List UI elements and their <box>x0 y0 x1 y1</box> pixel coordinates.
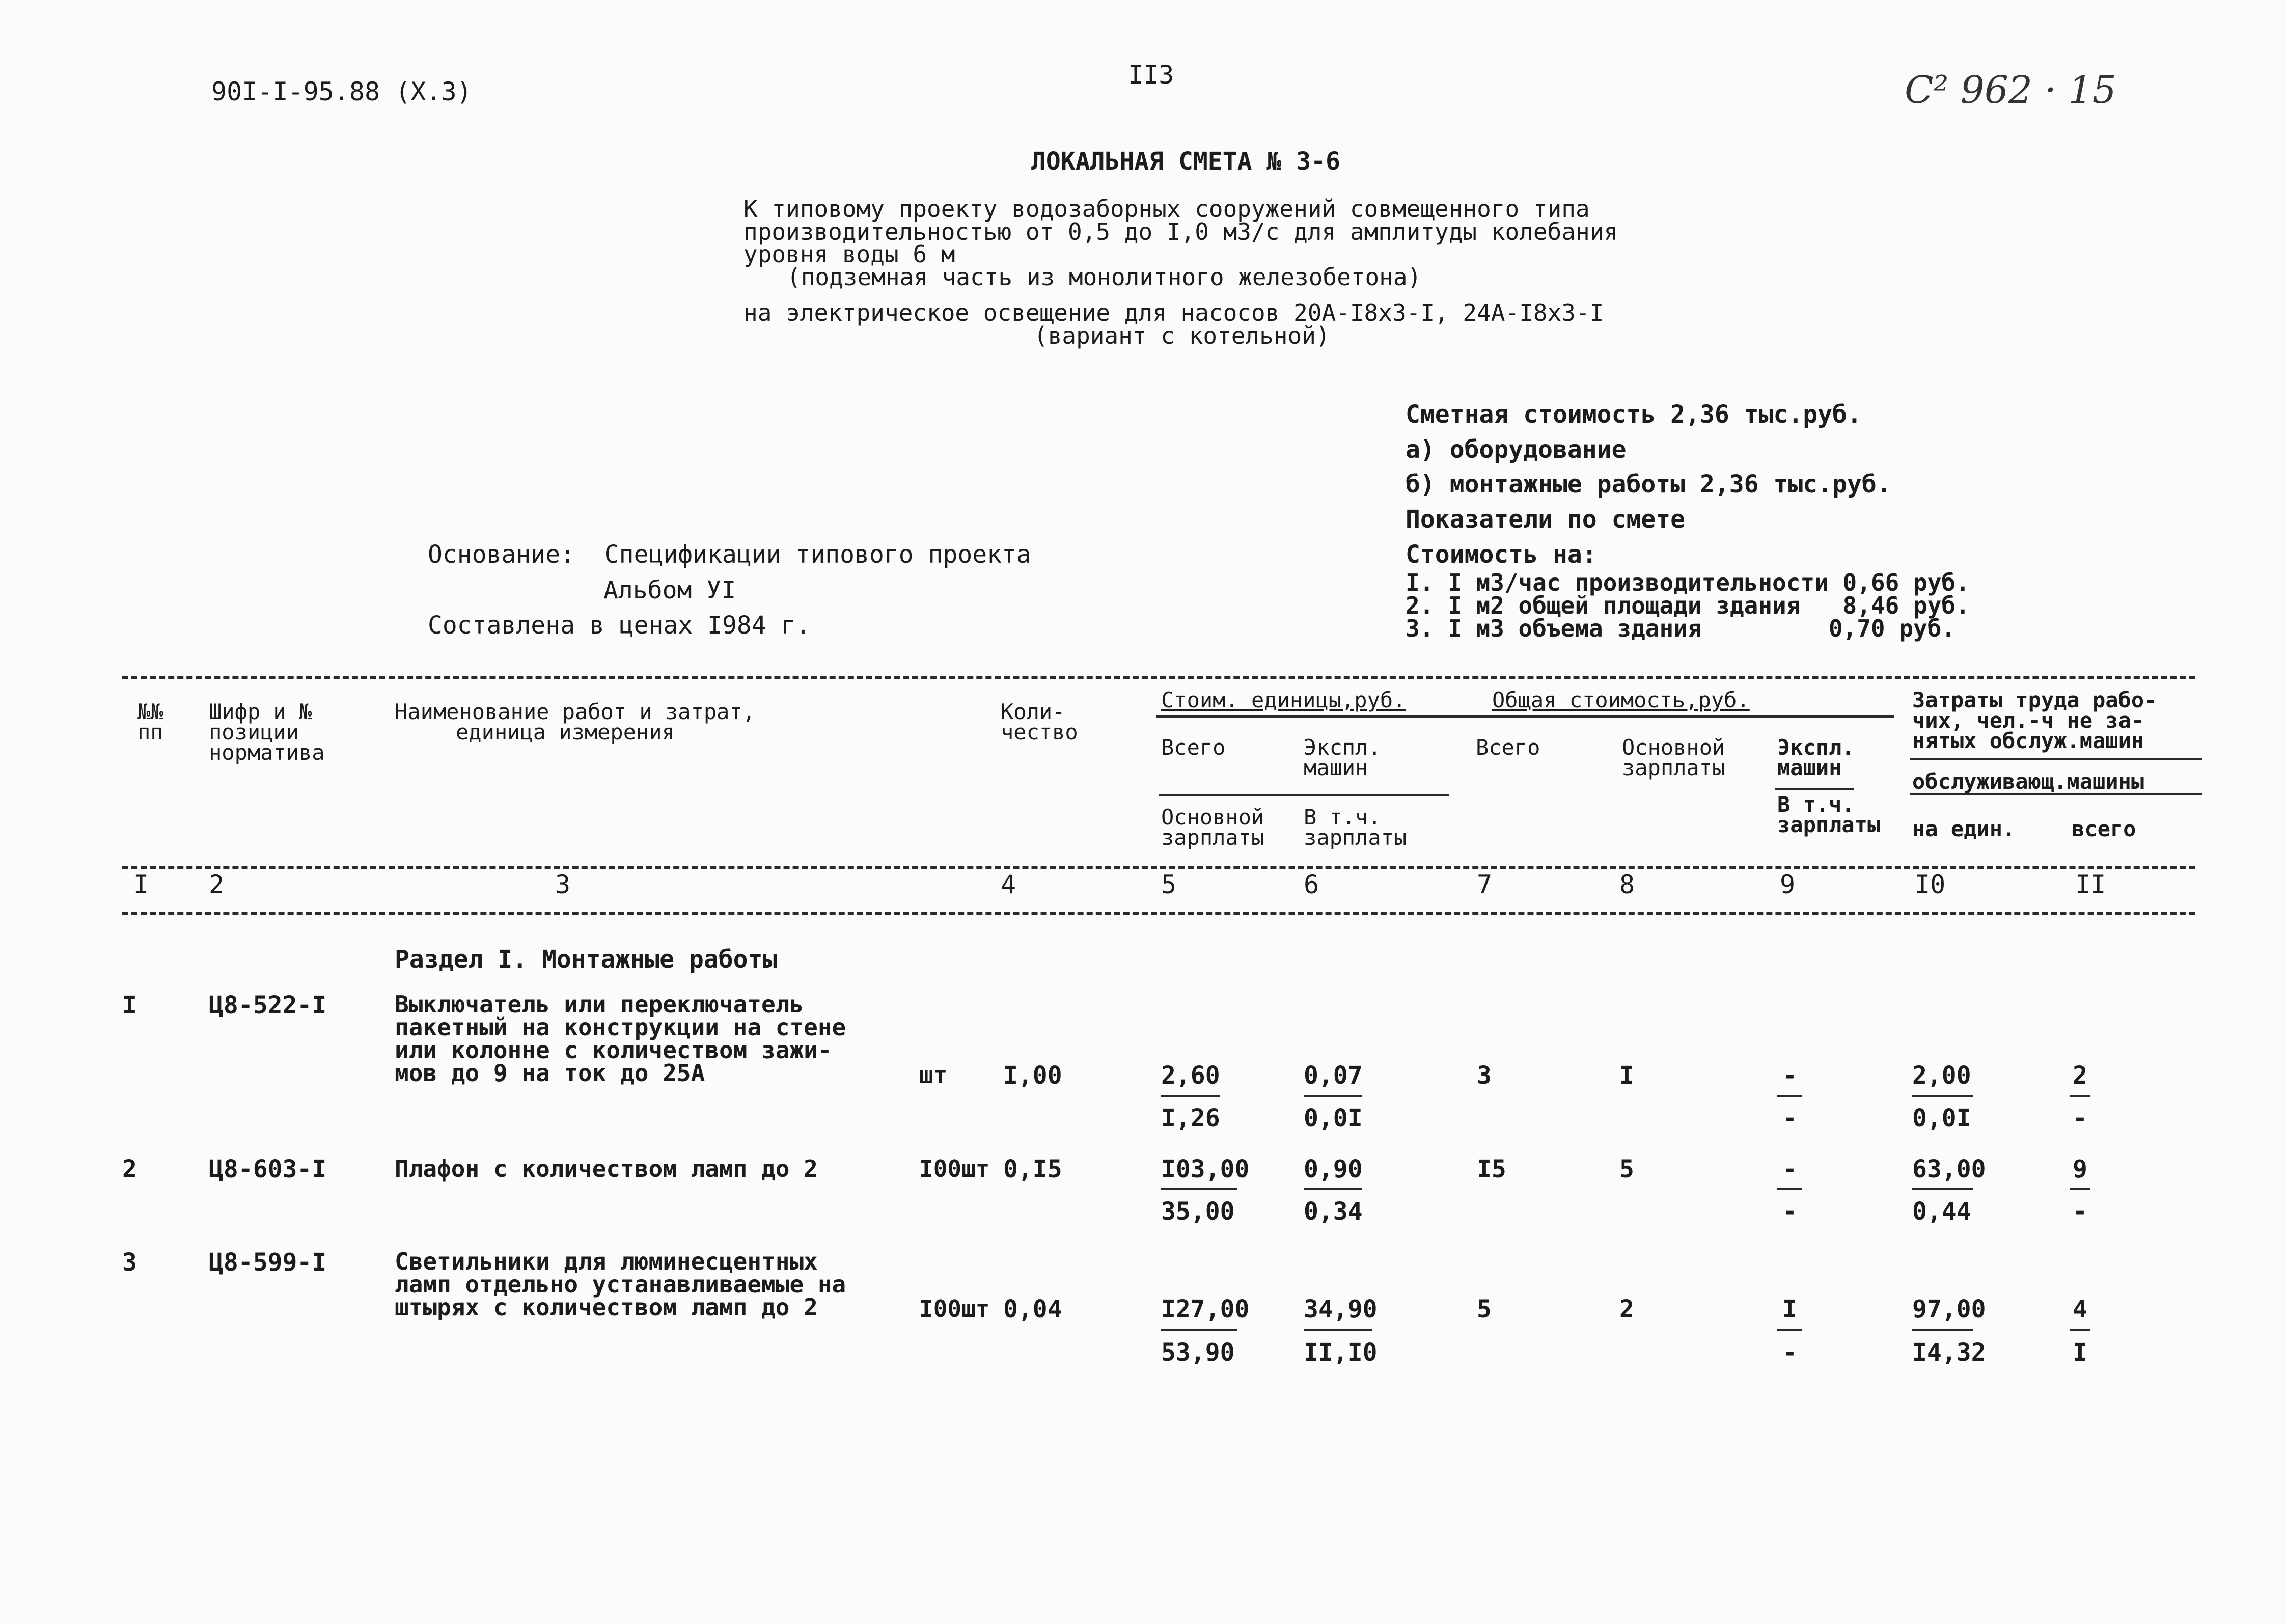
cost-per-title: Стоимость на: <box>1406 540 1597 569</box>
header-name: Наименование работ и затрат, единица измерения <box>395 699 756 745</box>
cost-summary <box>1406 397 1891 572</box>
project-line-1: К типовому проекту водозаборных сооружений совмещенного типа <box>743 195 1590 223</box>
fraction-bar <box>1304 1329 1372 1331</box>
fraction-bar <box>1161 1329 1237 1331</box>
row-1-c8: I <box>1619 1061 1634 1090</box>
col-number-4: 4 <box>1001 870 1016 899</box>
fraction-bar <box>1161 1188 1237 1190</box>
row-3-c9-bot: - <box>1782 1338 1797 1367</box>
row-2-unit: I00шт <box>919 1155 990 1182</box>
row-3-c5-bot: 53,90 <box>1161 1338 1235 1367</box>
header-c8: Основной зарплаты <box>1622 735 1725 780</box>
row-2-c10-bot: 0,44 <box>1912 1197 1971 1226</box>
indicator-3: 3. I м3 объема здания 0,70 руб. <box>1406 615 1956 643</box>
header-c11: всего <box>2072 816 2136 841</box>
row-1-c6-top: 0,07 <box>1304 1061 1363 1090</box>
row-2-num: 2 <box>122 1155 137 1183</box>
fraction-bar <box>1777 1095 1802 1097</box>
fraction-bar <box>2070 1188 2090 1190</box>
row-1-c9-bot: - <box>1782 1104 1797 1133</box>
row-1-c5-bot: I,26 <box>1161 1104 1220 1133</box>
header-c7: Всего <box>1476 735 1540 760</box>
header-unit-cost: Стоим. единицы,руб. <box>1161 687 1406 712</box>
col-numbers-rule <box>122 912 2195 915</box>
row-1-qty: I,00 <box>1003 1061 1062 1090</box>
labor-underline-1 <box>1910 758 2202 760</box>
fraction-bar <box>1304 1095 1362 1097</box>
section-title: Раздел I. Монтажные работы <box>395 945 778 974</box>
row-3-code: Ц8-599-I <box>209 1248 327 1277</box>
header-total-cost: Общая стоимость,руб. <box>1492 687 1750 712</box>
col-number-5: 5 <box>1161 870 1177 899</box>
header-labor-sub: обслуживающ.машины <box>1912 769 2144 794</box>
row-3-c8: 2 <box>1619 1295 1634 1324</box>
header-labor: Затраты труда рабо- чих, чел.-ч не за- нятых обслуж.машин <box>1912 687 2157 753</box>
row-2-c10-top: 63,00 <box>1912 1155 1986 1183</box>
row-2-c6-bot: 0,34 <box>1304 1197 1363 1226</box>
header-c6-bot: В т.ч. зарплаты <box>1304 805 1407 850</box>
fraction-bar <box>1912 1095 1973 1097</box>
row-1-c11-top: 2 <box>2073 1061 2087 1090</box>
col-number-2: 2 <box>209 870 225 899</box>
row-3-c9-top: I <box>1782 1295 1797 1324</box>
basis-block <box>428 537 1031 644</box>
row-3-c11-bot: I <box>2073 1338 2087 1367</box>
row-3-c10-bot: I4,32 <box>1912 1338 1986 1367</box>
header-c9-bot: В т.ч. зарплаты <box>1777 792 1881 837</box>
document-heading: ЛОКАЛЬНАЯ СМЕТА № 3-6 <box>1031 147 1340 176</box>
fraction-bar <box>1912 1188 1973 1190</box>
table-top-rule <box>122 676 2195 679</box>
row-2-c7: I5 <box>1477 1155 1506 1183</box>
basis-text: Спецификации типового проекта <box>604 540 1031 569</box>
expl-split-rule <box>1775 788 1854 790</box>
row-3-num: 3 <box>122 1248 137 1277</box>
fraction-bar <box>2070 1095 2090 1097</box>
page-number: II3 <box>1128 60 1174 90</box>
document-code: 90I-I-95.88 (X.3) <box>211 77 472 106</box>
row-1-c10-bot: 0,0I <box>1912 1104 1971 1133</box>
row-1-c6-bot: 0,0I <box>1304 1104 1363 1133</box>
estimate-subject <box>743 301 1604 347</box>
row-1-unit: шт <box>919 1061 948 1089</box>
basis-label: Основание: <box>428 540 575 569</box>
row-2-c6-top: 0,90 <box>1304 1155 1363 1183</box>
row-2-c8: 5 <box>1619 1155 1634 1183</box>
row-2-qty: 0,I5 <box>1003 1155 1062 1183</box>
row-1-c5-top: 2,60 <box>1161 1061 1220 1090</box>
indicators-title: Показатели по смете <box>1406 505 1686 534</box>
row-2-name: Плафон с количеством ламп до 2 <box>395 1155 818 1182</box>
col-number-8: 8 <box>1619 870 1635 899</box>
subject-line-2: (вариант с котельной) <box>1034 321 1330 349</box>
fraction-bar <box>1777 1329 1802 1331</box>
row-3-c7: 5 <box>1477 1295 1492 1324</box>
row-1-name: Выключатель или переключатель пакетный на конструкции на стене или колонне с количеством зажи- мов до 9 на ток до 25А <box>395 990 846 1087</box>
archive-stamp: C² 962 · 15 <box>1905 68 2116 112</box>
header-c6-top: Экспл. машин <box>1304 735 1381 780</box>
row-1-c10-top: 2,00 <box>1912 1061 1971 1090</box>
col-number-7: 7 <box>1477 870 1493 899</box>
header-c5-bot: Основной зарплаты <box>1161 805 1264 850</box>
row-3-c11-top: 4 <box>2073 1295 2087 1324</box>
header-c9-top: Экспл. машин <box>1777 735 1855 780</box>
row-3-c6-top: 34,90 <box>1304 1295 1378 1324</box>
project-line-2: производительностью от 0,5 до I,0 м3/с для амплитуды колебания <box>743 217 1618 245</box>
row-1-code: Ц8-522-I <box>209 991 327 1020</box>
indicators-list <box>1406 569 1970 643</box>
col-number-6: 6 <box>1304 870 1319 899</box>
row-2-c9-top: - <box>1782 1155 1797 1183</box>
row-2-c11-top: 9 <box>2073 1155 2087 1183</box>
row-3-unit: I00шт <box>919 1295 990 1323</box>
indicator-3-value: 0,70 руб. <box>1828 615 1956 643</box>
row-3-name: Светильники для люминесцентных ламп отдельно устанавливаемые на штырях с количеством ламп до 2 <box>395 1248 846 1322</box>
col-number-10: I0 <box>1915 870 1946 899</box>
row-3-qty: 0,04 <box>1003 1295 1062 1324</box>
row-3-c10-top: 97,00 <box>1912 1295 1986 1324</box>
row-1-c7: 3 <box>1477 1061 1492 1090</box>
indicator-2-value: 8,46 руб. <box>1842 592 1970 620</box>
row-2-c5-top: I03,00 <box>1161 1155 1250 1183</box>
row-2-c5-bot: 35,00 <box>1161 1197 1235 1226</box>
col-number-3: 3 <box>555 870 571 899</box>
col-number-1: I <box>133 870 149 899</box>
row-3-c5-top: I27,00 <box>1161 1295 1250 1324</box>
row-2-c11-bot: - <box>2073 1197 2087 1226</box>
project-line-3: уровня воды 6 м <box>743 240 955 268</box>
header-qty: Коли- чество <box>1001 699 1078 745</box>
fraction-bar <box>2070 1329 2090 1331</box>
header-c10: на един. <box>1912 816 2016 841</box>
fraction-bar <box>1161 1095 1220 1097</box>
row-1-c9-top: - <box>1782 1061 1797 1090</box>
header-c5-top: Всего <box>1161 735 1226 760</box>
basis-album: Альбом УI <box>603 575 736 604</box>
fraction-bar <box>1912 1329 1973 1331</box>
header-num: №№ пп <box>137 699 163 745</box>
unit-cost-split-rule <box>1159 794 1449 796</box>
row-3-c6-bot: II,I0 <box>1304 1338 1378 1367</box>
row-2-c9-bot: - <box>1782 1197 1797 1226</box>
row-1-num: I <box>122 991 137 1020</box>
project-description <box>743 195 1618 291</box>
indicator-1: I. I м3/час производительности 0,66 руб. <box>1406 569 1970 596</box>
cost-group-underline <box>1156 715 1894 718</box>
row-1-c11-bot: - <box>2073 1104 2087 1133</box>
installation-cost: б) монтажные работы 2,36 тыс.руб. <box>1406 470 1891 499</box>
indicator-1-value: 0,66 руб. <box>1842 569 1970 596</box>
fraction-bar <box>1777 1188 1802 1190</box>
row-2-code: Ц8-603-I <box>209 1155 327 1183</box>
project-line-4: (подземная часть из монолитного железобетона) <box>787 263 1422 291</box>
estimated-cost: Сметная стоимость 2,36 тыс.руб. <box>1406 400 1862 429</box>
basis-prices: Составлена в ценах I984 г. <box>428 611 811 640</box>
header-bottom-rule <box>122 866 2195 869</box>
fraction-bar <box>1304 1188 1362 1190</box>
subject-line-1: на электрическое освещение для насосов 20А-I8x3-I, 24А-I8x3-I <box>743 299 1604 326</box>
header-code: Шифр и № позиции норматива <box>209 699 325 765</box>
equipment-cost: а) оборудование <box>1406 435 1627 464</box>
col-number-9: 9 <box>1780 870 1796 899</box>
indicator-2: 2. I м2 общей площади здания 8,46 руб. <box>1406 592 1970 620</box>
col-number-11: II <box>2075 870 2106 899</box>
